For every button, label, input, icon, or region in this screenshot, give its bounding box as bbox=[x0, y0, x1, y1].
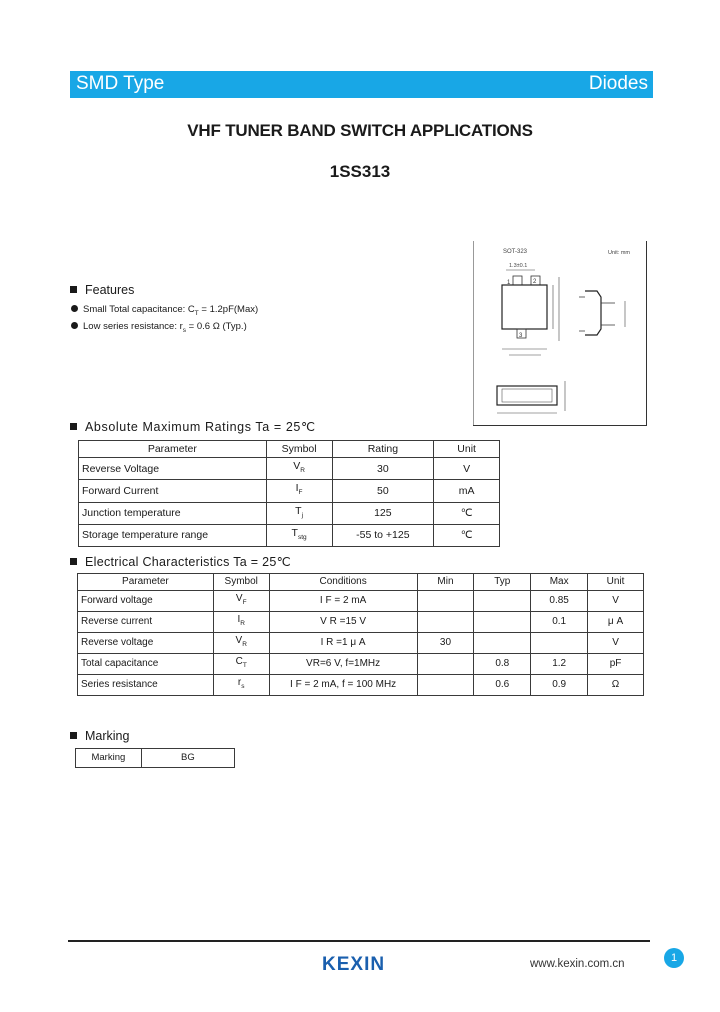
table-row: Reverse current $I_R$ V R =15 V 0.1 μ A bbox=[78, 612, 644, 633]
website-url: www.kexin.com.cn bbox=[530, 958, 625, 970]
package-pin1: 1 bbox=[507, 280, 511, 286]
table-row: Forward voltage $V_F$ I F = 2 mA 0.85 V bbox=[78, 591, 644, 612]
column-header: Min bbox=[417, 574, 474, 591]
electrical-characteristics-table bbox=[77, 573, 644, 696]
feature-item: Low series resistance: $r_s = 0.6$ Ω (Typ.) bbox=[71, 321, 247, 334]
column-header: Max bbox=[531, 574, 588, 591]
table-header-row bbox=[78, 574, 644, 591]
package-pin2: 2 bbox=[533, 279, 537, 285]
header-category: SMD Type bbox=[76, 73, 165, 94]
round-bullet-icon bbox=[71, 305, 78, 312]
package-unit: Unit: mm bbox=[608, 250, 630, 256]
kexin-logo bbox=[322, 953, 402, 973]
square-bullet-icon bbox=[70, 286, 77, 293]
column-header: Conditions bbox=[269, 574, 417, 591]
abs-max-table bbox=[78, 440, 500, 547]
column-header: Symbol bbox=[266, 441, 332, 458]
round-bullet-icon bbox=[71, 322, 78, 329]
table-row: Series resistance $r_s$ I F = 2 mA, f = 100 MHz 0.6 0.9 Ω bbox=[78, 675, 644, 696]
table-row: Marking BG bbox=[76, 749, 235, 768]
feature-item: Small Total capacitance: $C_T = 1.2pF(Max)$ bbox=[71, 304, 258, 317]
square-bullet-icon bbox=[70, 423, 77, 430]
column-header: Parameter bbox=[79, 441, 267, 458]
marking-heading: Marking bbox=[70, 729, 129, 743]
abs-max-heading: Absolute Maximum Ratings Ta = 25℃ bbox=[70, 419, 316, 434]
marking-table bbox=[75, 748, 235, 768]
table-row: Junction temperature $T_j$ 125 ℃ bbox=[79, 502, 500, 524]
package-pin3: 3 bbox=[519, 333, 523, 339]
table-row: Total capacitance $C_T$ VR=6 V, f=1MHz 0.8 1.2 pF bbox=[78, 654, 644, 675]
table-row: Reverse voltage $V_R$ I R =1 μ A 30 V bbox=[78, 633, 644, 654]
square-bullet-icon bbox=[70, 732, 77, 739]
column-header: Parameter bbox=[78, 574, 214, 591]
footer-divider bbox=[68, 940, 650, 942]
part-number: 1SS313 bbox=[329, 162, 391, 181]
table-row: Forward Current $I_F$ 50 mA bbox=[79, 480, 500, 502]
document-title: VHF TUNER BAND SWITCH APPLICATIONS bbox=[187, 121, 533, 140]
features-heading: Features bbox=[70, 283, 134, 297]
header-product-type: Diodes bbox=[588, 73, 648, 94]
column-header: Typ bbox=[474, 574, 531, 591]
package-name: SOT-323 bbox=[503, 249, 528, 255]
column-header: Unit bbox=[588, 574, 644, 591]
column-header: Unit bbox=[434, 441, 500, 458]
column-header: Symbol bbox=[213, 574, 269, 591]
square-bullet-icon bbox=[70, 558, 77, 565]
column-header: Rating bbox=[332, 441, 434, 458]
package-outline-drawing bbox=[473, 241, 647, 426]
svg-text:KEXIN: KEXIN bbox=[322, 954, 386, 973]
table-header-row bbox=[79, 441, 500, 458]
header-bar bbox=[70, 71, 653, 98]
table-row: Reverse Voltage $V_R$ 30 V bbox=[79, 458, 500, 480]
package-dim-top: 1.3±0.1 bbox=[509, 263, 528, 269]
electrical-characteristics-heading: Electrical Characteristics Ta = 25℃ bbox=[70, 554, 291, 569]
table-row: Storage temperature range $T_{stg}$ -55 to +125 ℃ bbox=[79, 524, 500, 546]
page-number: 1 bbox=[664, 948, 684, 968]
